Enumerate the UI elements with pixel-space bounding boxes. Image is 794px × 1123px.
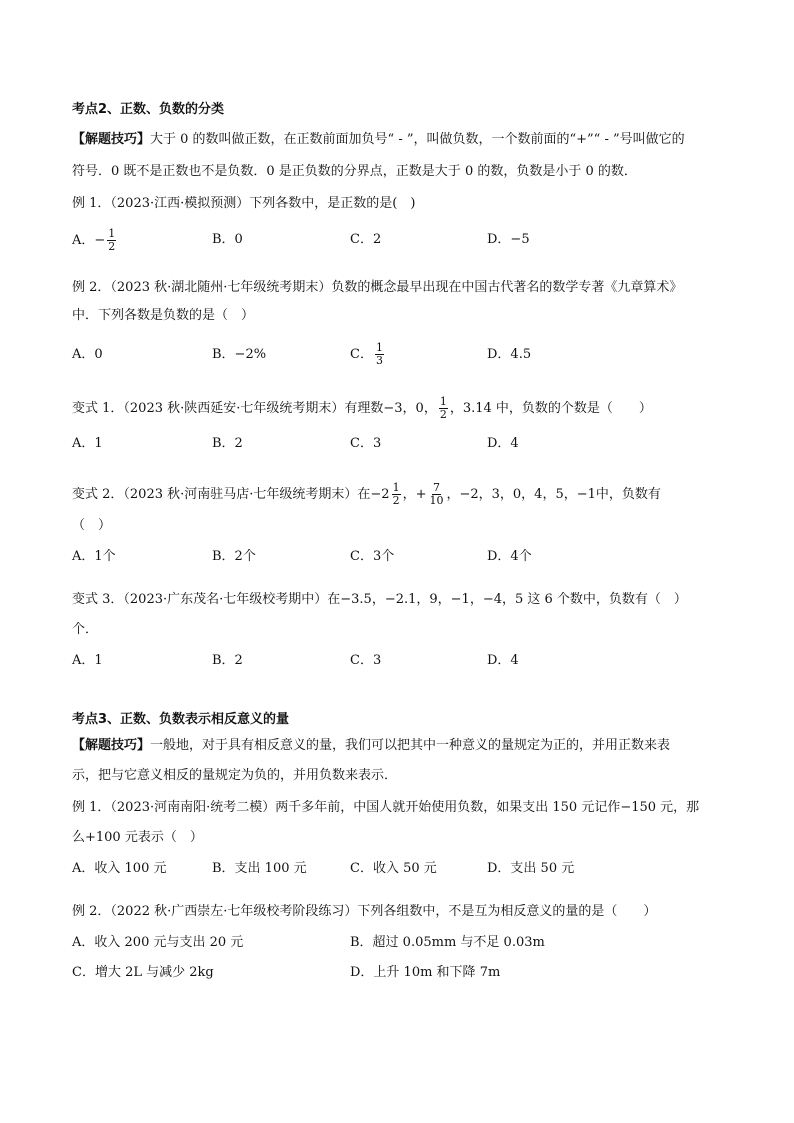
s2-var1-option-d: D．4 [487, 436, 519, 451]
s2-ex2-stem1: 例 2．（2023 秋·湖北随州·七年级统考期末）负数的概念最早出现在中国古代著名的数学专著《九章算术》 [72, 280, 683, 295]
s3-ex1-option-c: C．收入 50 元 [350, 861, 437, 876]
s3-ex2-stem: 例 2．（2022 秋·广西崇左·七年级校考阶段练习）下列各组数中，不是互为相反意义的量的是（ ） [72, 904, 657, 919]
s3-ex2-option-b: B．超过 0.05mm 与不足 0.03m [350, 935, 545, 950]
fraction-numerator: 1 [392, 481, 400, 494]
sign: − [94, 233, 106, 248]
s3-ex2-option-d: D．上升 10m 和下降 7m [350, 965, 501, 980]
s2-ex1-stem: 例 1．（2023·江西·模拟预测）下列各数中，是正数的是( ) [72, 196, 416, 211]
fraction [107, 228, 116, 253]
s2-var3-option-c: C．3 [350, 653, 382, 668]
s2-ex2-option-b: B．−2% [212, 347, 267, 362]
s3-ex1-option-d: D．支出 50 元 [487, 861, 575, 876]
s2-var2-stem [72, 482, 661, 507]
section2-tips-line1 [72, 130, 685, 150]
s2-ex1-option-c: C．2 [350, 232, 382, 247]
stem-pre: 变式 1．（2023 秋·陕西延安·七年级统考期末）有理数−3，0， [72, 401, 437, 416]
s2-var2-option-d: D．4个 [487, 549, 532, 564]
s3-ex2-option-c: C．增大 2L 与减少 2kg [72, 965, 214, 980]
stem-post: ，3.14 中，负数的个数是（ ） [449, 401, 652, 416]
s2-var2-option-b: B．2个 [212, 549, 256, 564]
s3-ex1-stem2: 么+100 元表示（ ） [72, 830, 203, 845]
s3-ex1-option-b: B．支出 100 元 [212, 861, 307, 876]
mixed-whole: −2 [370, 486, 390, 502]
s2-var1-option-c: C．3 [350, 436, 382, 451]
stem-post: ，−2，3，0，4，5，−1中，负数有 [446, 487, 661, 502]
option-label: C． [350, 347, 373, 362]
stem-pre: 变式 2．（2023 秋·河南驻马店·七年级统考期末）在 [72, 487, 371, 502]
s2-var3-stem1: 变式 3．（2023·广东茂名·七年级校考期中）在−3.5，−2.1，9，−1，−4，5 这 6 个数中，负数有（ ） [72, 592, 687, 607]
fraction-numerator: 1 [108, 227, 116, 240]
s2-var2-option-a: A．1个 [72, 549, 116, 564]
stem-mid: ，+ [402, 487, 427, 502]
section3-tips-line2: 示，把与它意义相反的量规定为负的，并用负数来表示． [72, 768, 398, 783]
s2-ex1-option-b: B．0 [212, 232, 243, 247]
s2-var2-stem2: （ ） [72, 518, 112, 533]
tips-label: 【解题技巧】 [72, 738, 151, 753]
fraction-numerator: 7 [432, 481, 440, 494]
fraction [392, 482, 401, 507]
s2-ex1-option-a [72, 228, 118, 253]
fraction [439, 396, 448, 421]
fraction-numerator: 1 [375, 341, 383, 354]
s2-var3-stem2: 个． [72, 622, 99, 637]
tips-label: 【解题技巧】 [72, 132, 151, 147]
s2-ex2-stem2: 中．下列各数是负数的是（ ） [72, 308, 255, 323]
s2-var3-option-b: B．2 [212, 653, 243, 668]
s3-ex2-option-a: A．收入 200 元与支出 20 元 [72, 935, 244, 950]
s2-ex2-option-a: A．0 [72, 347, 103, 362]
tips-text: 一般地，对于具有相反意义的量，我们可以把其中一种意义的量规定为正的，并用正数来表 [150, 738, 671, 753]
tips-text: 大于 0 的数叫做正数，在正数前面加负号“ - ”，叫做负数，一个数前面的“+”“ - ”号叫做它的 [150, 132, 685, 147]
fraction-denominator: 2 [439, 408, 447, 421]
s2-ex2-option-d: D．4.5 [487, 347, 532, 362]
section3-tips-line1 [72, 736, 670, 756]
section2-title: 考点2、正数、负数的分类 [72, 102, 225, 117]
s2-var3-option-a: A．1 [72, 653, 103, 668]
s2-var2-option-c: C．3个 [350, 549, 395, 564]
s2-var1-stem [72, 396, 652, 421]
s2-var1-option-a: A．1 [72, 436, 103, 451]
s2-ex2-option-c [350, 342, 386, 367]
fraction-denominator: 2 [392, 494, 400, 507]
fraction [375, 342, 384, 367]
section3-title: 考点3、正数、负数表示相反意义的量 [72, 712, 290, 727]
mixed-number [370, 482, 402, 507]
s3-ex1-option-a: A．收入 100 元 [72, 861, 167, 876]
fraction-denominator: 10 [429, 494, 444, 507]
fraction [428, 482, 444, 507]
s2-var3-option-d: D．4 [487, 653, 519, 668]
s2-ex1-option-d: D．−5 [487, 232, 530, 247]
fraction-numerator: 1 [439, 395, 447, 408]
fraction-denominator: 2 [108, 240, 116, 253]
s2-var1-option-b: B．2 [212, 436, 243, 451]
s3-ex1-stem1: 例 1．（2023·河南南阳·统考二模）两千多年前，中国人就开始使用负数，如果支出 150 元记作−150 元，那 [72, 800, 700, 815]
fraction-denominator: 3 [375, 354, 383, 367]
section2-tips-line2: 符号．0 既不是正数也不是负数．0 是正负数的分界点，正数是大于 0 的数，负数是小于 0 的数． [72, 164, 637, 179]
option-label: A． [72, 233, 95, 248]
